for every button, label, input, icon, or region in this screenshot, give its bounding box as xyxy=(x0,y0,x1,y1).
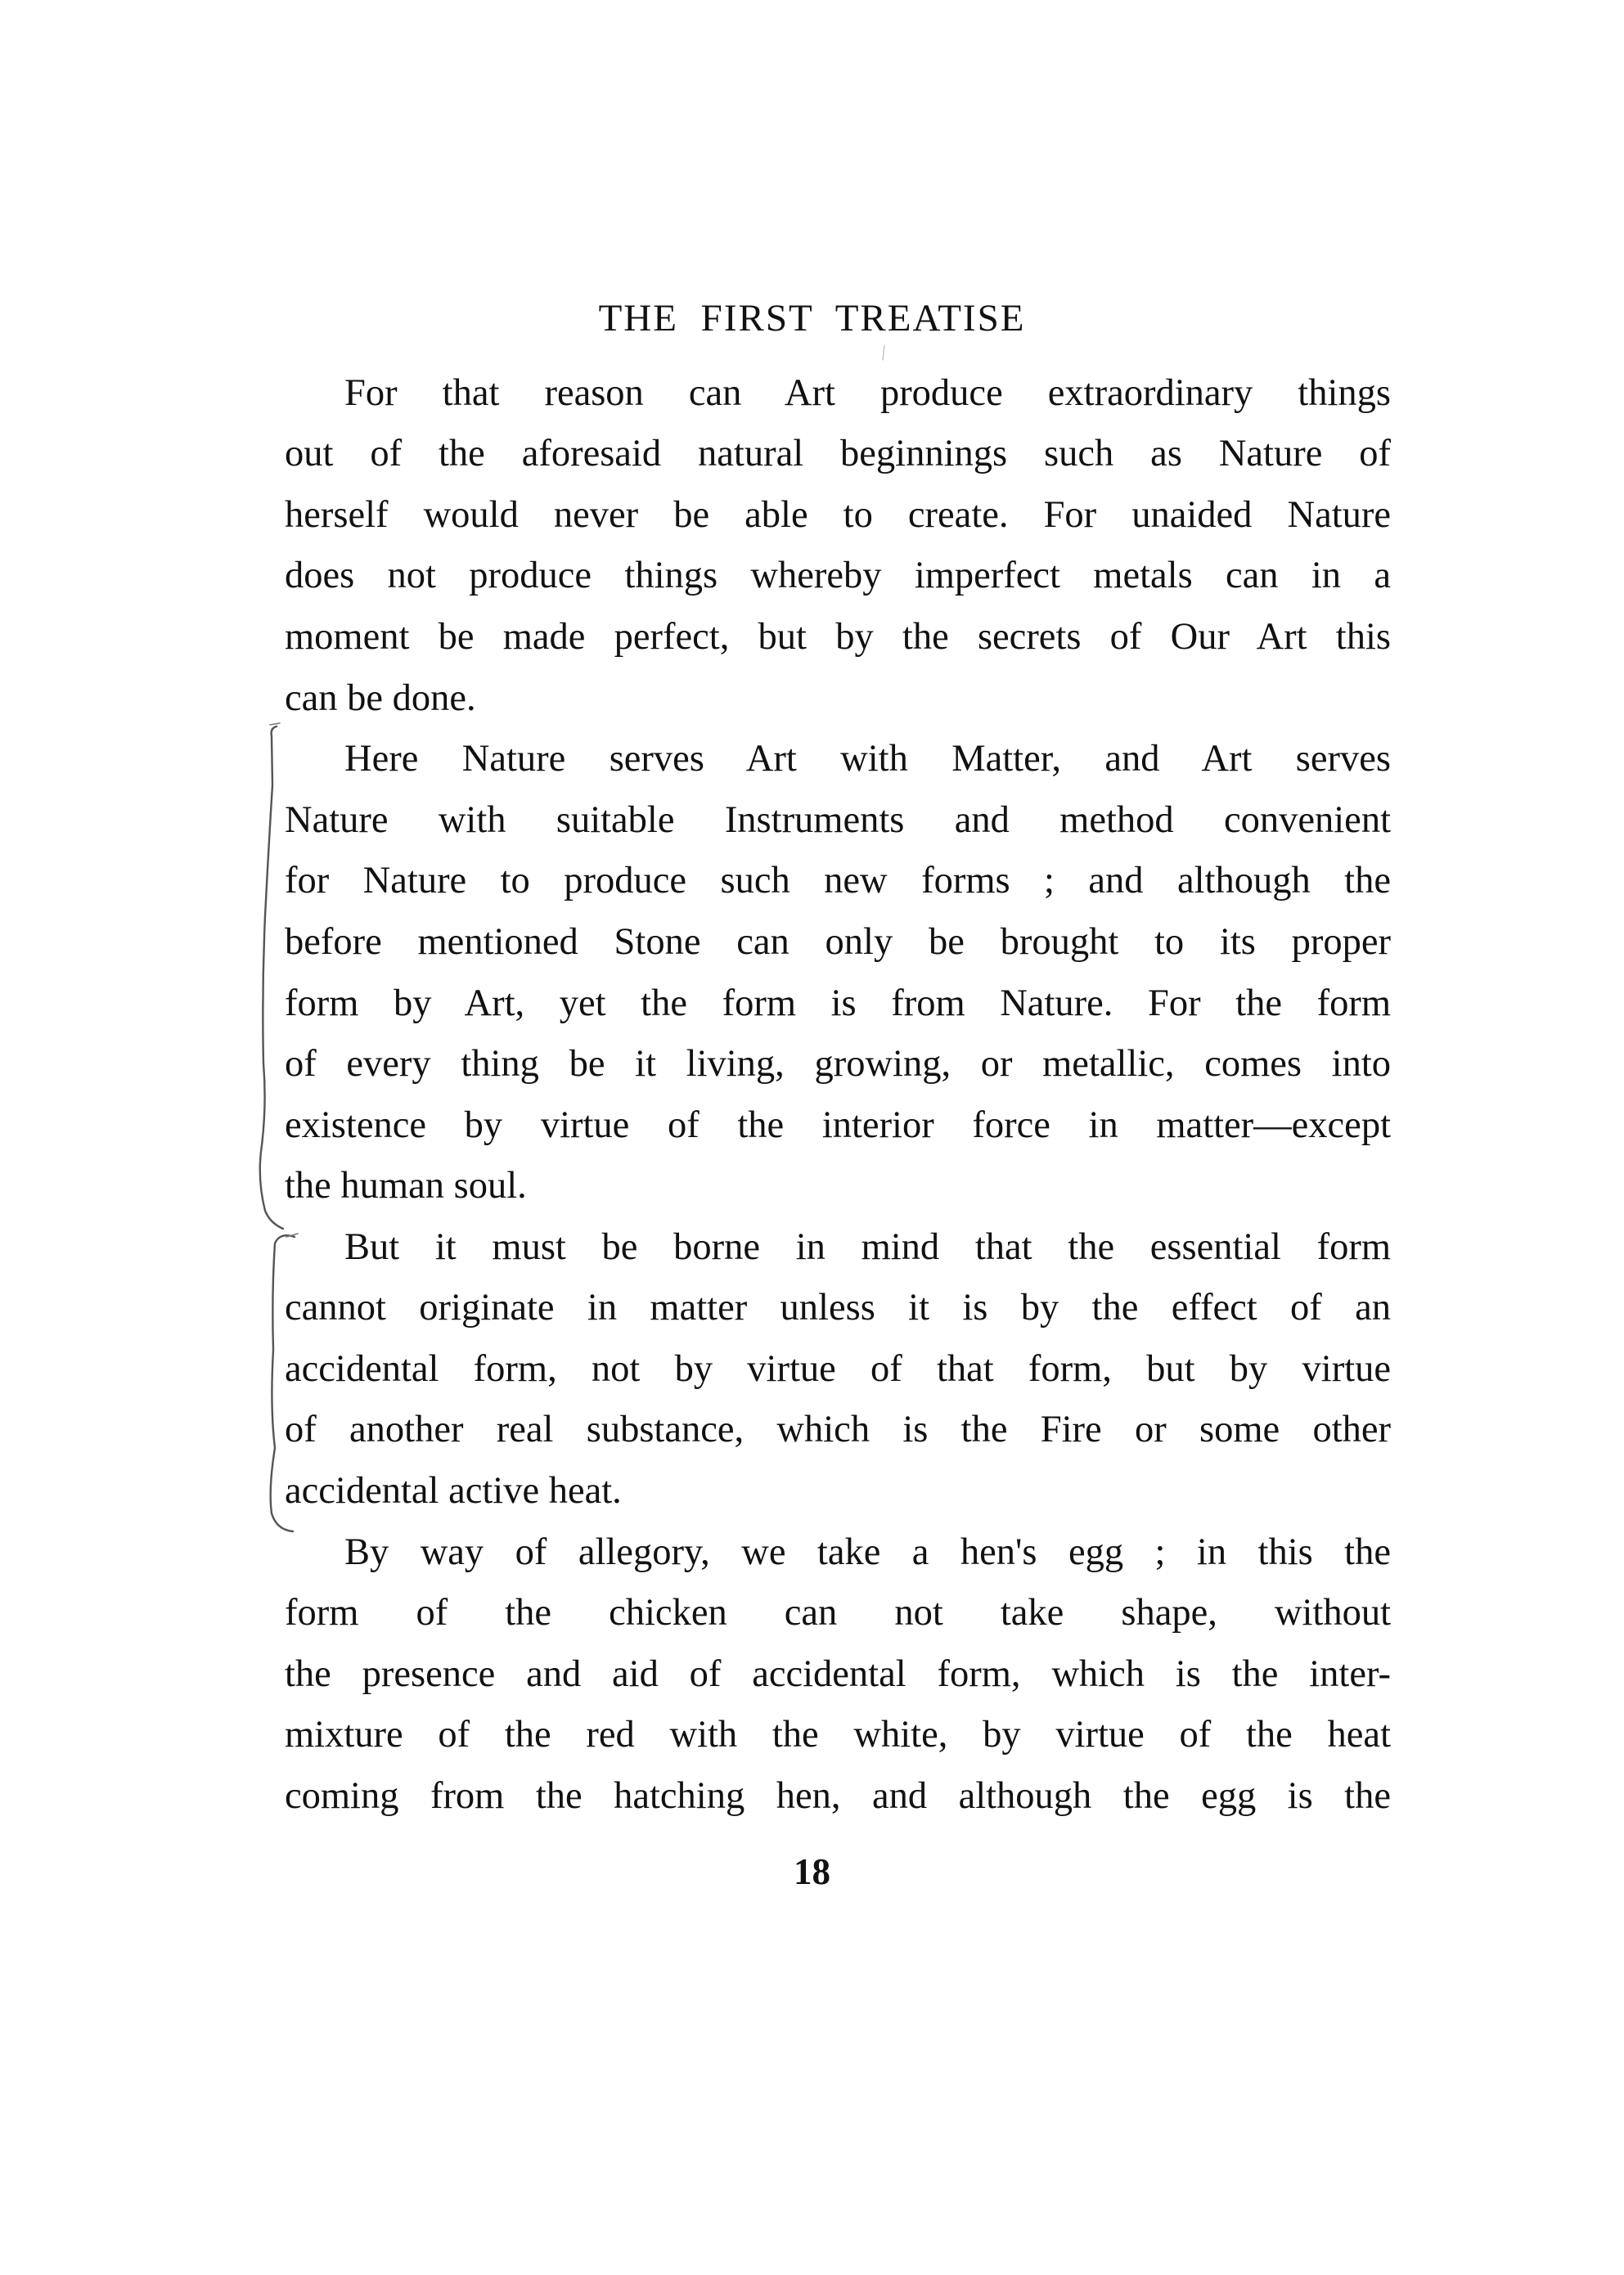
text-line: the presence and aid of accidental form, which is the inter- xyxy=(285,1653,1391,1695)
text-line: accidental active heat. xyxy=(285,1470,622,1512)
text-line: does not produce things whereby imperfect metals can in a xyxy=(285,555,1391,596)
text-line: existence by virtue of the interior force in matter—except xyxy=(285,1104,1391,1146)
text-line: for Nature to produce such new forms ; and although the xyxy=(285,860,1391,901)
text-line: accidental form, not by virtue of that form, but by virtue xyxy=(285,1348,1391,1390)
text-line: By way of allegory, we take a hen's egg ; in this the xyxy=(344,1531,1391,1573)
text-line: Nature with suitable Instruments and method convenient xyxy=(285,799,1391,841)
text-line: before mentioned Stone can only be brought to its proper xyxy=(285,921,1391,963)
text-line: moment be made perfect, but by the secrets of Our Art this xyxy=(285,616,1391,658)
text-line: of every thing be it living, growing, or metallic, comes into xyxy=(285,1043,1391,1085)
text-line: form of the chicken can not take shape, without xyxy=(285,1592,1391,1634)
text-line: form by Art, yet the form is from Nature. For the form xyxy=(285,982,1391,1024)
text-line: But it must be borne in mind that the essential form xyxy=(344,1226,1391,1268)
text-line: mixture of the red with the white, by virtue of the heat xyxy=(285,1714,1391,1756)
text-line: For that reason can Art produce extraordinary things xyxy=(344,372,1391,414)
text-line: can be done. xyxy=(285,677,476,719)
text-line: Here Nature serves Art with Matter, and Art serves xyxy=(344,738,1391,780)
text-line: of another real substance, which is the Fire or some other xyxy=(285,1409,1391,1450)
running-head: THE FIRST TREATISE xyxy=(598,297,1026,339)
text-line: herself would never be able to create. For unaided Nature xyxy=(285,494,1391,536)
text-line: cannot originate in matter unless it is by the effect of an xyxy=(285,1287,1391,1329)
text-line: the human soul. xyxy=(285,1165,527,1207)
paper-speck-mark xyxy=(880,344,887,363)
text-line: out of the aforesaid natural beginnings such as Nature of xyxy=(285,433,1391,474)
page-number: 18 xyxy=(794,1851,830,1892)
text-line: coming from the hatching hen, and although the egg is the xyxy=(285,1775,1391,1817)
